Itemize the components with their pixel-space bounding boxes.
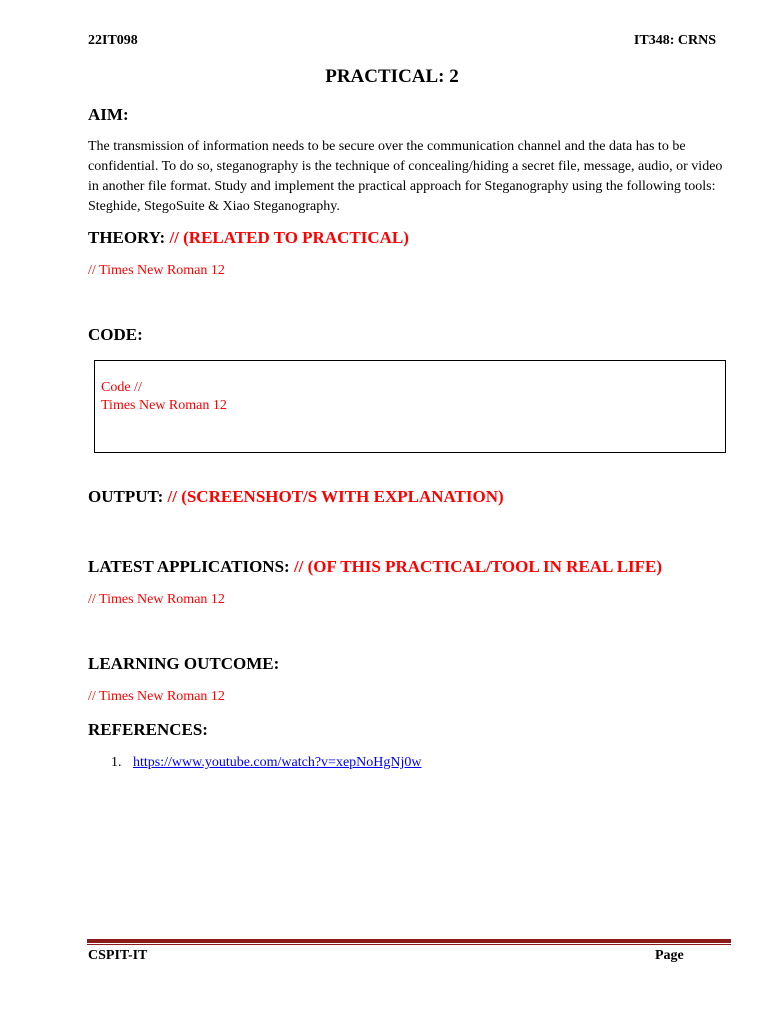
reference-link[interactable]: https://www.youtube.com/watch?v=xepNoHgNj0w: [133, 755, 422, 770]
references-heading: REFERENCES:: [88, 720, 208, 739]
code-heading: CODE:: [88, 325, 143, 344]
footer-page-label: Page: [655, 948, 684, 963]
reference-number: 1.: [111, 755, 122, 770]
theory-heading-note: // (RELATED TO PRACTICAL): [169, 228, 409, 247]
theory-note: // Times New Roman 12: [88, 263, 225, 278]
applications-note: // Times New Roman 12: [88, 592, 225, 607]
output-heading-label: OUTPUT:: [88, 487, 164, 506]
page-title: PRACTICAL: 2: [325, 66, 459, 87]
theory-heading-label: THEORY:: [88, 228, 166, 247]
applications-heading-label: LATEST APPLICATIONS:: [88, 557, 290, 576]
aim-text: The transmission of information needs to be secure over the communication channel and the data has to be confidential. To do so, steganography is the technique of concealing/hiding a secret file, message, audio, or video in another file format. Study and implement the practical approach for Steganography using the following tools: Steghide, StegoSuite & Xiao Steganography.: [88, 139, 723, 214]
learning-outcome-heading: LEARNING OUTCOME:: [88, 654, 280, 673]
footer-department: CSPIT-IT: [88, 948, 148, 963]
learning-outcome-note: // Times New Roman 12: [88, 689, 225, 704]
footer-divider-thin: [87, 944, 731, 945]
applications-heading-note: // (OF THIS PRACTICAL/TOOL IN REAL LIFE): [293, 557, 663, 576]
code-line-1: Code //: [101, 380, 142, 395]
code-line-2: Times New Roman 12: [101, 398, 227, 413]
reference-item: [111, 755, 422, 771]
footer-divider-thick: [87, 939, 731, 943]
aim-heading: AIM:: [88, 105, 129, 124]
output-heading: [88, 487, 504, 507]
output-heading-note: // (SCREENSHOT/S WITH EXPLANATION): [167, 487, 504, 506]
theory-heading: [88, 228, 409, 248]
header-student-id: 22IT098: [88, 33, 138, 48]
code-box: [94, 360, 726, 453]
applications-heading: [88, 557, 662, 577]
header-course-code: IT348: CRNS: [633, 33, 716, 48]
